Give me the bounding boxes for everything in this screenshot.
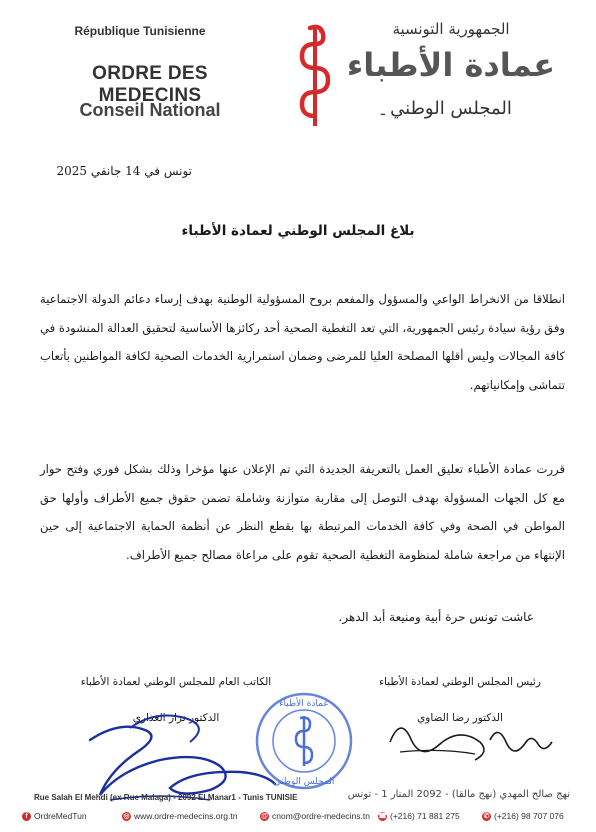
letter-title: بلاغ المجلس الوطني لعمادة الأطباء xyxy=(181,223,415,239)
official-stamp xyxy=(252,686,356,796)
footer-address-fr: Rue Salah El Mehdi (ex Rue Malaga) - 2092 El Manar1 - Tunis TUNISIE xyxy=(34,793,298,802)
president-name: الدكتور رضا الضاوي xyxy=(417,712,503,724)
footer-address-ar: نهج صالح المهدي (نهج مالقا) - 2092 المنار 1 - تونس xyxy=(347,789,570,800)
paragraph-1: انطلاقا من الانخراط الواعي والمسؤول والمفعم بروح المسؤولية الوطنية بهدف إرساء دعائم الدولة الاجتماعية وفق رؤية سيادة رئيس الجمهورية، التي تعد التغطية الصحية أحد ركائزها الأساسية لتحقيق العدالة المنشودة في كافة المجالات وليس أقلها المصلحة العليا للمرضى وضمان استمرارية الخدمات الصحية لكافة المواطنين بأتعاب تتماشى وإمكانياتهم. xyxy=(40,292,565,392)
letter-date: تونس في 14 جانفي 2025 xyxy=(56,164,192,178)
secretary-general-name: الدكتور نزار العذاري xyxy=(132,712,220,724)
stamp-top-text: عمادة الأطباء xyxy=(279,699,329,709)
phone-icon: ☎ xyxy=(378,812,387,820)
footer-email[interactable] xyxy=(260,811,370,821)
fax-text: (+216) 98 707 076 xyxy=(494,811,564,821)
footer-website[interactable] xyxy=(122,811,237,821)
header-republic-fr: République Tunisienne xyxy=(74,24,206,38)
footer-facebook[interactable] xyxy=(22,811,87,821)
website-text: www.ordre-medecins.org.tn xyxy=(134,811,238,821)
header-ordre-fr: ORDRE DES MEDECINS xyxy=(92,63,208,106)
footer-contacts xyxy=(22,811,582,825)
stamp-bottom-text: المجلس الوطني xyxy=(273,777,335,787)
footer-fax[interactable] xyxy=(482,811,564,821)
paragraph-2: قررت عمادة الأطباء تعليق العمل بالتعريفة الجديدة التي تم الإعلان عنها مؤخرا وذلك بشكل فوري وفتح حوار مع كل الجهات المسؤولة بهدف التوصل إلى مقاربة متوازنة وشاملة تضمن حقوق جميع الأطراف وأولها حق المواطن في الصحة وفي كافة الخدمات المرتبطة بها بقطع النظر عن أنظمة الحماية الاجتماعية إلى حين الإنتهاء من مراجعة شاملة لمنظومة التغطية الصحية تقوم على مراعاة مصالح جميع الأطراف. xyxy=(40,462,565,562)
header-conseil-fr: Conseil National xyxy=(79,100,221,120)
facebook-text: OrdreMedTun xyxy=(34,811,87,821)
facebook-icon: f xyxy=(22,812,31,821)
secretary-general-title: الكاتب العام للمجلس الوطني لعمادة الأطباء xyxy=(80,676,272,688)
globe-icon: ◎ xyxy=(123,812,130,820)
phone-text: (+216) 71 881 275 xyxy=(390,811,460,821)
header-dash: - xyxy=(380,104,386,123)
email-text: cnom@ordre-medecins.tn xyxy=(272,811,370,821)
header-conseil-ar: المجلس الوطني xyxy=(390,98,512,119)
header-republic-ar: الجمهورية التونسية xyxy=(392,20,510,38)
email-icon: @ xyxy=(261,812,268,820)
president-signature xyxy=(380,712,555,782)
caduceus-emblem-icon xyxy=(290,22,340,130)
footer-phone[interactable] xyxy=(378,811,460,821)
president-title: رئيس المجلس الوطني لعمادة الأطباء xyxy=(379,676,541,688)
header-ordre-ar: عمادة الأطباء xyxy=(346,46,556,84)
closing-line: عاشت تونس حرة أبية ومنيعة أبد الدهر. xyxy=(338,610,534,624)
fax-icon: ✆ xyxy=(483,812,490,820)
